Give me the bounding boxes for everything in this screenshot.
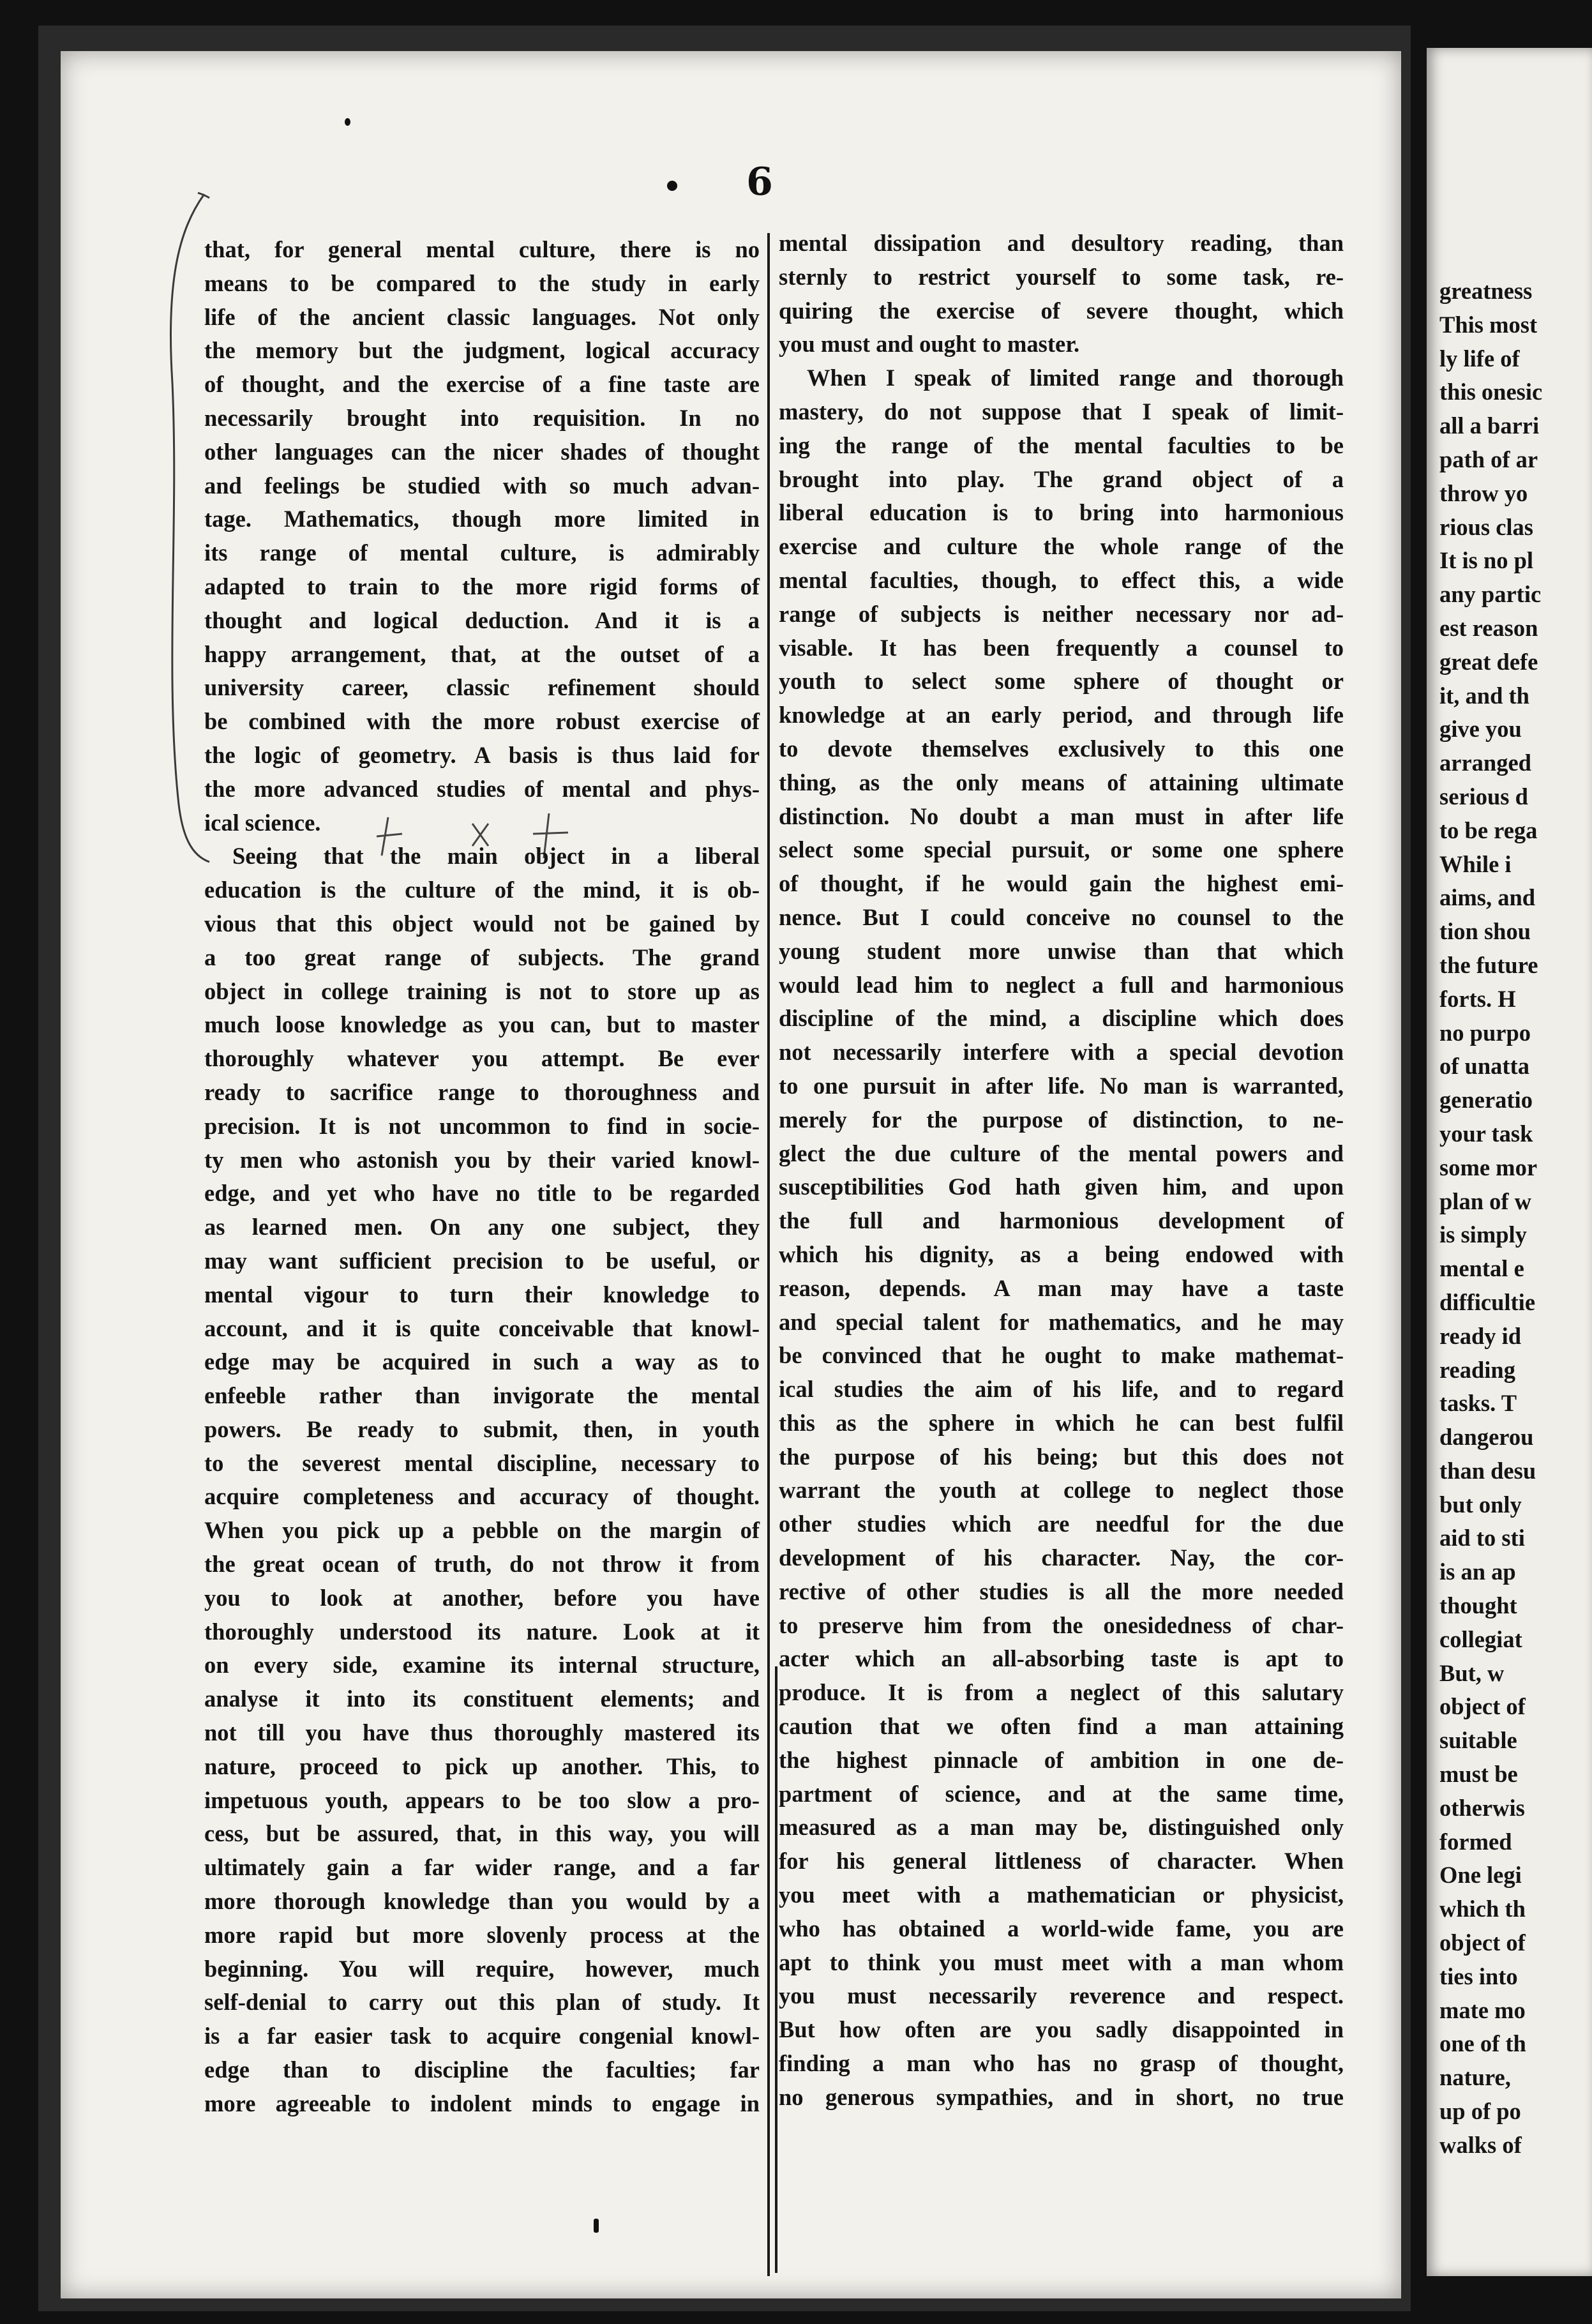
text-line: be combined with the more robust exercise of: [204, 708, 760, 735]
text-line: its range of mental culture, is admirably: [204, 540, 760, 566]
text-line: merely for the purpose of distinction, to ne-: [779, 1106, 1344, 1133]
text-line: may want sufficient precision to be useful, or: [204, 1247, 760, 1274]
text-line: This most: [1439, 311, 1538, 338]
text-line: ty men who astonish you by their varied knowl-: [204, 1146, 760, 1173]
text-line: to devote themselves exclusively to this one: [779, 735, 1344, 762]
text-line: the more advanced studies of mental and phys-: [204, 775, 760, 802]
text-line: of thought, if he would gain the highest emi-: [779, 870, 1344, 897]
adjacent-page: [1427, 48, 1592, 2276]
text-line: the full and harmonious development of: [779, 1207, 1344, 1234]
print-speck: [594, 2219, 599, 2233]
print-speck: [345, 118, 350, 126]
text-line: more rapid but more slovenly process at the: [204, 1921, 760, 1948]
text-line: to be rega: [1439, 817, 1538, 843]
text-line: the purpose of his being; but this does not: [779, 1443, 1344, 1470]
text-line: edge, and yet who have no title to be regarded: [204, 1180, 760, 1207]
text-line: arranged: [1439, 750, 1531, 776]
text-line: thought: [1439, 1592, 1517, 1619]
text-line: necessarily brought into requisition. In no: [204, 404, 760, 431]
text-line: is a far easier task to acquire congenial knowl-: [204, 2023, 760, 2049]
text-line: other studies which are needful for the due: [779, 1511, 1344, 1537]
text-line: susceptibilities God hath given him, and upon: [779, 1173, 1344, 1200]
text-line: suitable: [1439, 1727, 1517, 1754]
text-line: to the severest mental discipline, necessary to: [204, 1449, 760, 1476]
text-line: greatness: [1439, 278, 1533, 304]
text-line: aims, and: [1439, 884, 1536, 911]
text-line: self-denial to carry out this plan of study. It: [204, 1989, 760, 2016]
text-line: of thought, and the exercise of a fine taste are: [204, 371, 760, 398]
text-line: When you pick up a pebble on the margin of: [204, 1517, 760, 1544]
text-line: aid to sti: [1439, 1525, 1525, 1551]
text-line: ready id: [1439, 1322, 1522, 1349]
text-line: object in college training is not to store up as: [204, 977, 760, 1004]
text-line: the memory but the judgment, logical accuracy: [204, 337, 760, 364]
text-line: plan of w: [1439, 1188, 1532, 1214]
text-line: young student more unwise than that which: [779, 937, 1344, 964]
text-line: youth to select some sphere of thought or: [779, 668, 1344, 695]
text-line: to one pursuit in after life. No man is warranted,: [779, 1072, 1344, 1099]
text-line: is simply: [1439, 1221, 1527, 1248]
text-line: dangerou: [1439, 1424, 1534, 1451]
text-line: ly life of: [1439, 345, 1520, 372]
text-line: the future: [1439, 951, 1538, 978]
text-line: acter which an all-absorbing taste is apt to: [779, 1645, 1344, 1672]
text-line: up of po: [1439, 2098, 1521, 2125]
text-line: one of th: [1439, 2030, 1526, 2057]
text-line: happy arrangement, that, at the outset of a: [204, 640, 760, 667]
text-line: otherwis: [1439, 1794, 1525, 1821]
text-line: rective of other studies is all the more needed: [779, 1578, 1344, 1604]
text-line: acquire completeness and accuracy of thought.: [204, 1483, 760, 1510]
text-line: mental faculties, though, to effect this, a wide: [779, 566, 1344, 593]
text-line: ical studies the aim of his life, and to regard: [779, 1376, 1344, 1403]
text-line: formed: [1439, 1828, 1512, 1855]
text-line: brought into play. The grand object of a: [779, 465, 1344, 492]
text-line: the great ocean of truth, do not throw it from: [204, 1551, 760, 1578]
text-line: edge than to discipline the faculties; far: [204, 2056, 760, 2083]
text-line: difficultie: [1439, 1288, 1536, 1315]
text-line: you must and ought to master.: [779, 331, 1080, 358]
text-line: is an ap: [1439, 1558, 1516, 1585]
text-line: When I speak of limited range and thorough: [807, 365, 1344, 391]
text-line: cess, but be assured, that, in this way, you will: [204, 1820, 760, 1847]
text-line: adapted to train to the more rigid forms of: [204, 573, 760, 600]
pencil-margin-bracket: [160, 192, 211, 868]
text-line: visable. It has been frequently a counsel to: [779, 634, 1344, 661]
text-line: beginning. You will require, however, much: [204, 1955, 760, 1982]
text-line: mastery, do not suppose that I speak of limit-: [779, 398, 1344, 425]
text-line: nature, proceed to pick up another. This, to: [204, 1753, 760, 1779]
text-line: ties into: [1439, 1963, 1518, 1989]
text-line: account, and it is quite conceivable that knowl-: [204, 1315, 760, 1341]
text-line: education is the culture of the mind, it is ob-: [204, 877, 760, 903]
text-line: partment of science, and at the same time,: [779, 1780, 1344, 1807]
left-column-text: [204, 233, 760, 2121]
text-line: exercise and culture the whole range of the: [779, 533, 1344, 560]
text-line: no generous sympathies, and in short, no true: [779, 2083, 1344, 2110]
text-line: knowledge at an early period, and through life: [779, 702, 1344, 728]
text-line: be convinced that he ought to make mathemat-: [779, 1342, 1344, 1369]
text-line: sternly to restrict yourself to some task, re-: [779, 263, 1344, 290]
text-line: not necessarily interfere with a special devotion: [779, 1039, 1344, 1066]
text-line: your task: [1439, 1120, 1533, 1147]
text-line: that, for general mental culture, there is no: [204, 236, 760, 262]
text-line: thoroughly whatever you attempt. Be ever: [204, 1045, 760, 1072]
text-line: quiring the exercise of severe thought, which: [779, 297, 1344, 324]
text-line: produce. It is from a neglect of this salutary: [779, 1679, 1344, 1706]
text-line: as learned men. On any one subject, they: [204, 1214, 760, 1241]
text-line: and special talent for mathematics, and he may: [779, 1308, 1344, 1335]
text-line: walks of: [1439, 2131, 1522, 2158]
text-line: give you: [1439, 716, 1522, 743]
text-line: which th: [1439, 1896, 1526, 1922]
page-number: 6: [746, 160, 773, 204]
text-line: ultimately gain a far wider range, and a far: [204, 1854, 760, 1881]
text-line: you must necessarily reverence and respect.: [779, 1982, 1344, 2009]
text-line: object of: [1439, 1693, 1526, 1720]
text-line: est reason: [1439, 614, 1538, 641]
text-line: mate mo: [1439, 1996, 1526, 2023]
print-speck: [667, 181, 677, 191]
text-line: all a barri: [1439, 412, 1540, 439]
text-line: tasks. T: [1439, 1390, 1517, 1417]
text-line: object of: [1439, 1929, 1526, 1956]
text-line: than desu: [1439, 1457, 1536, 1484]
text-line: life of the ancient classic languages. Not only: [204, 303, 760, 330]
text-line: ing the range of the mental faculties to be: [779, 432, 1344, 458]
text-line: this onesic: [1439, 379, 1543, 405]
text-line: for his general littleness of character. When: [779, 1848, 1344, 1875]
text-line: range of subjects is neither necessary nor ad-: [779, 600, 1344, 627]
text-line: glect the due culture of the mental powers and: [779, 1140, 1344, 1166]
text-line: this as the sphere in which he can best fulfil: [779, 1409, 1344, 1436]
text-line: collegiat: [1439, 1626, 1522, 1652]
text-line: But how often are you sadly disappointed in: [779, 2016, 1344, 2043]
text-line: nature,: [1439, 2064, 1511, 2091]
text-line: more agreeable to indolent minds to engage in: [204, 2090, 760, 2116]
text-line: forts. H: [1439, 985, 1516, 1012]
text-line: generatio: [1439, 1087, 1533, 1113]
text-line: to preserve him from the onesidedness of char-: [779, 1611, 1344, 1638]
text-line: While i: [1439, 850, 1512, 877]
text-line: precision. It is not uncommon to find in socie-: [204, 1112, 760, 1139]
text-line: ical science.: [204, 809, 321, 836]
middle-column-text: [779, 227, 1344, 2115]
text-line: not till you have thus thoroughly mastered its: [204, 1719, 760, 1746]
column-rule-lower: [775, 1666, 777, 2273]
text-line: nence. But I could conceive no counsel to the: [779, 903, 1344, 930]
text-line: mental dissipation and desultory reading, than: [779, 230, 1344, 256]
text-line: no purpo: [1439, 1019, 1531, 1046]
column-rule: [767, 233, 770, 2276]
text-line: thing, as the only means of attaining ultimate: [779, 769, 1344, 796]
text-line: apt to think you must meet with a man whom: [779, 1949, 1344, 1975]
text-line: liberal education is to bring into harmonious: [779, 499, 1344, 526]
text-line: who has obtained a world-wide fame, you are: [779, 1915, 1344, 1942]
text-line: any partic: [1439, 581, 1542, 608]
text-line: warrant the youth at college to neglect those: [779, 1477, 1344, 1504]
text-line: you meet with a mathematician or physicist,: [779, 1882, 1344, 1908]
text-line: discipline of the mind, a discipline which does: [779, 1005, 1344, 1032]
text-line: finding a man who has no grasp of thought,: [779, 2050, 1344, 2077]
text-line: but only: [1439, 1491, 1522, 1518]
text-line: rious clas: [1439, 513, 1534, 540]
text-line: tion shou: [1439, 918, 1531, 945]
text-line: which his dignity, as a being endowed with: [779, 1241, 1344, 1267]
text-line: mental vigour to turn their knowledge to: [204, 1281, 760, 1308]
adjacent-page-text: [1439, 275, 1592, 2162]
text-line: some mor: [1439, 1154, 1538, 1181]
text-line: ready to sacrifice range to thoroughness and: [204, 1078, 760, 1105]
text-line: reading: [1439, 1356, 1515, 1383]
text-line: Seeing that the main object in a liberal: [232, 843, 760, 870]
text-line: development of his character. Nay, the cor-: [779, 1544, 1344, 1571]
text-line: would lead him to neglect a full and harmonious: [779, 971, 1344, 998]
text-line: must be: [1439, 1761, 1518, 1788]
text-line: caution that we often find a man attaining: [779, 1713, 1344, 1740]
text-line: and feelings be studied with so much advan-: [204, 472, 760, 499]
text-line: great defe: [1439, 648, 1538, 675]
text-line: mental e: [1439, 1255, 1524, 1282]
text-line: you to look at another, before you have: [204, 1584, 760, 1611]
text-line: distinction. No doubt a man must in after life: [779, 803, 1344, 829]
text-line: throw yo: [1439, 479, 1528, 506]
text-line: means to be compared to the study in early: [204, 269, 760, 296]
text-line: enfeeble rather than invigorate the mental: [204, 1382, 760, 1409]
text-line: thoroughly understood its nature. Look at it: [204, 1618, 760, 1645]
text-line: on every side, examine its internal structure,: [204, 1652, 760, 1679]
text-line: It is no pl: [1439, 547, 1534, 574]
text-line: the highest pinnacle of ambition in one de-: [779, 1746, 1344, 1773]
text-line: other languages can the nicer shades of thought: [204, 438, 760, 465]
text-line: a too great range of subjects. The grand: [204, 944, 760, 970]
text-line: reason, depends. A man may have a taste: [779, 1274, 1344, 1301]
text-line: much loose knowledge as you can, but to master: [204, 1011, 760, 1038]
text-line: of unatta: [1439, 1053, 1529, 1080]
text-line: the logic of geometry. A basis is thus laid for: [204, 741, 760, 768]
text-line: analyse it into its constituent elements; and: [204, 1686, 760, 1712]
text-line: But, w: [1439, 1659, 1505, 1686]
text-line: select some special pursuit, or some one sphere: [779, 836, 1344, 863]
text-line: measured as a man may be, distinguished only: [779, 1814, 1344, 1841]
text-line: serious d: [1439, 783, 1528, 810]
text-line: impetuous youth, appears to be too slow a pro-: [204, 1786, 760, 1813]
text-line: university career, classic refinement should: [204, 674, 760, 701]
text-line: thought and logical deduction. And it is a: [204, 607, 760, 633]
text-line: One legi: [1439, 1862, 1522, 1889]
text-line: powers. Be ready to submit, then, in youth: [204, 1415, 760, 1442]
text-line: path of ar: [1439, 446, 1538, 472]
text-line: edge may be acquired in such a way as to: [204, 1348, 760, 1375]
text-line: it, and th: [1439, 682, 1529, 709]
text-line: vious that this object would not be gained by: [204, 910, 760, 937]
text-line: more thorough knowledge than you would by a: [204, 1888, 760, 1915]
text-line: tage. Mathematics, though more limited in: [204, 506, 760, 532]
